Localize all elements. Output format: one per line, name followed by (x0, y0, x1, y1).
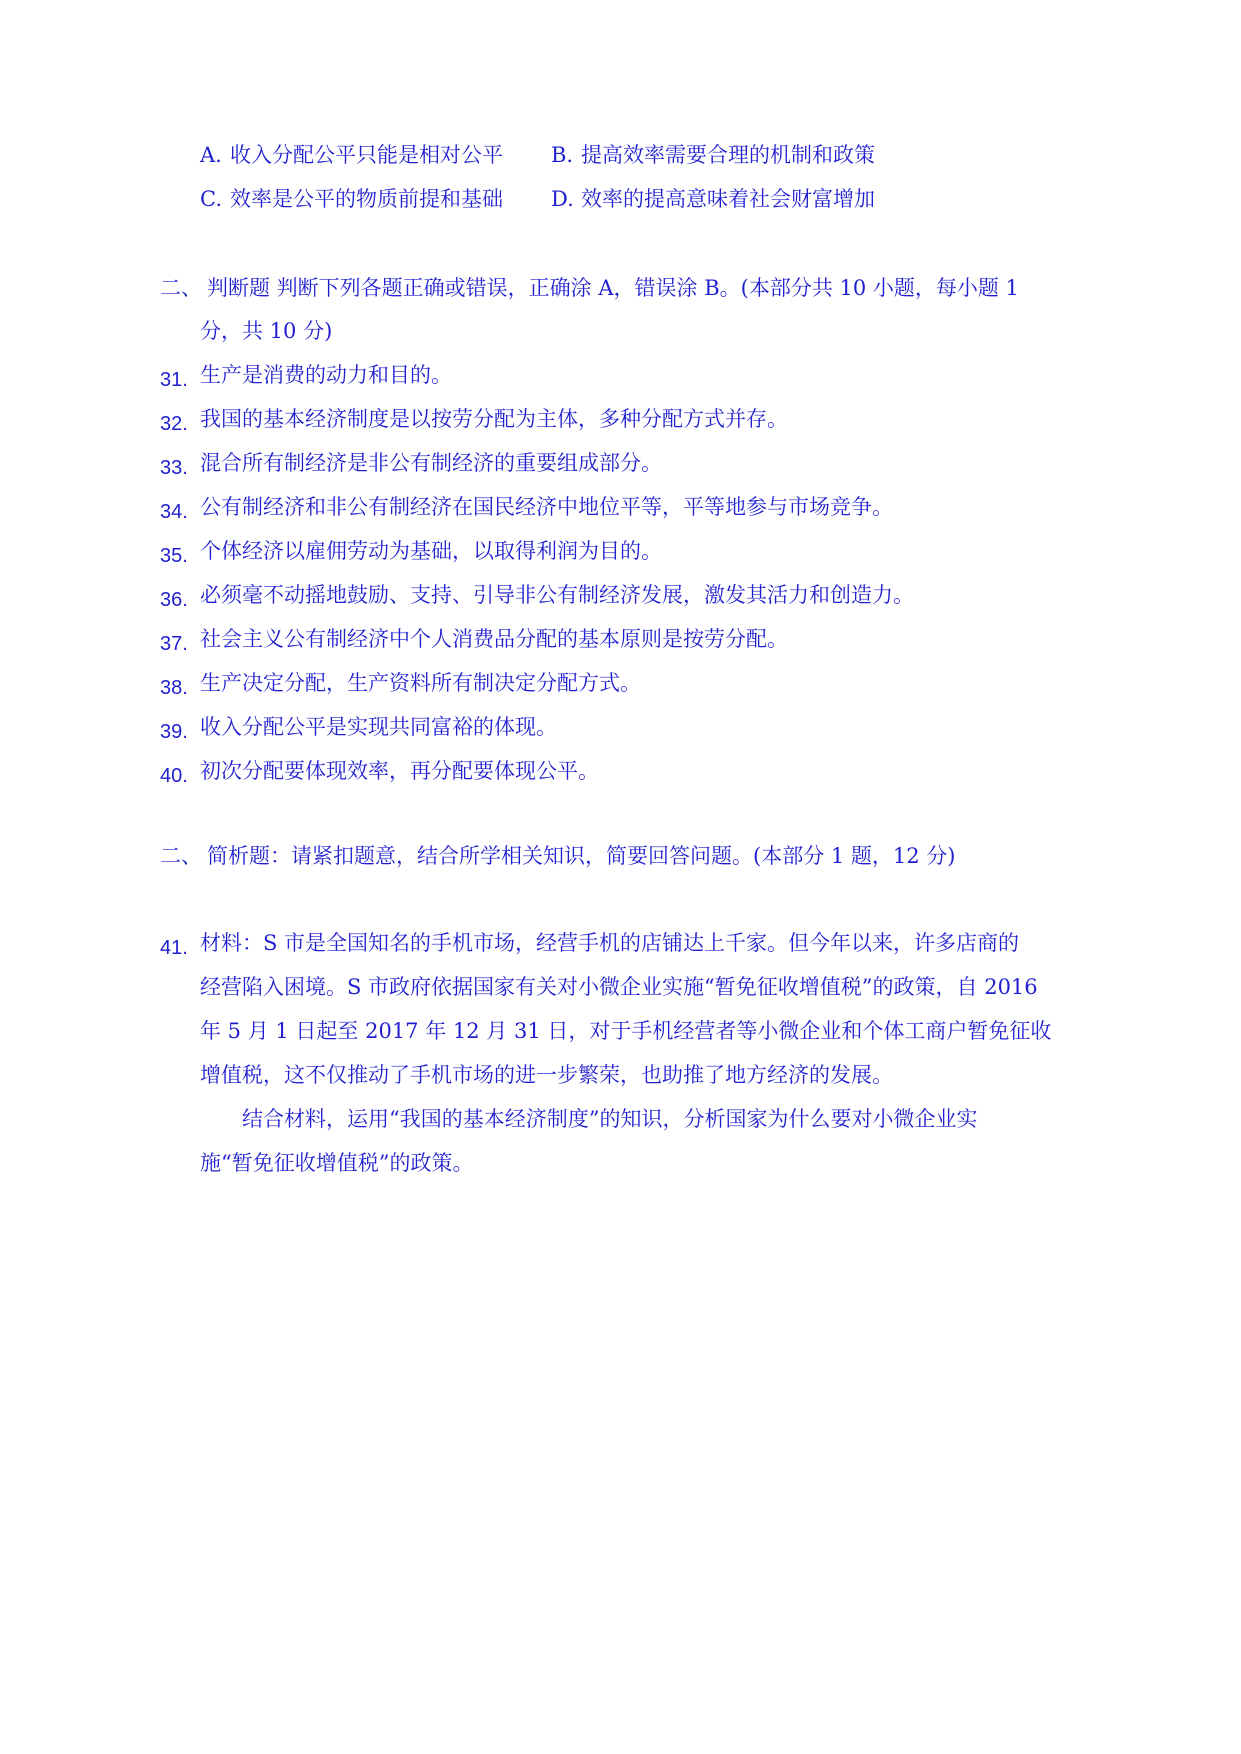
section-judge-marker: 二、 (160, 276, 202, 300)
section-brief-heading: 简析题：请紧扣题意，结合所学相关知识，简要回答问题。(本部分 1 题，12 分) (207, 844, 956, 868)
material-line: 材料：S 市是全国知名的手机市场，经营手机的店铺达上千家。但今年以来，许多店商的 (200, 931, 1020, 955)
section-brief-marker: 二、 (160, 844, 202, 868)
option-text: 效率的提高意味着社会财富增加 (581, 187, 875, 211)
option-text: 提高效率需要合理的机制和政策 (581, 143, 875, 167)
option-letter: D. (551, 187, 574, 211)
item-number: 35. (160, 545, 188, 567)
item-number: 38. (160, 677, 188, 699)
item-text: 公有制经济和非公有制经济在国民经济中地位平等，平等地参与市场竞争。 (200, 495, 893, 519)
item-text: 初次分配要体现效率，再分配要体现公平。 (200, 759, 599, 783)
item-text: 社会主义公有制经济中个人消费品分配的基本原则是按劳分配。 (200, 627, 788, 651)
item-number: 37. (160, 633, 188, 655)
item-text: 混合所有制经济是非公有制经济的重要组成部分。 (200, 451, 662, 475)
material-line: 经营陷入困境。S 市政府依据国家有关对小微企业实施“暂免征收增值税”的政策，自 2016 (200, 975, 1038, 999)
material-line: 增值税，这不仅推动了手机市场的进一步繁荣，也助推了地方经济的发展。 (200, 1063, 893, 1087)
option-b (551, 141, 875, 169)
section-judge-heading-cont: 分，共 10 分) (200, 319, 333, 343)
item-text: 必须毫不动摇地鼓励、支持、引导非公有制经济发展，激发其活力和创造力。 (200, 583, 914, 607)
item-text: 个体经济以雇佣劳动为基础，以取得利润为目的。 (200, 539, 662, 563)
option-letter: B. (551, 143, 574, 167)
item-text: 收入分配公平是实现共同富裕的体现。 (200, 715, 557, 739)
item-number: 32. (160, 413, 188, 435)
item-number: 40. (160, 765, 188, 787)
item-number: 34. (160, 501, 188, 523)
item-number: 33. (160, 457, 188, 479)
question-number: 41. (160, 937, 188, 959)
option-d (551, 185, 875, 213)
option-letter: C. (200, 187, 222, 211)
question-prompt-cont: 施“暂免征收增值税”的政策。 (200, 1151, 474, 1175)
item-number: 39. (160, 721, 188, 743)
option-text: 效率是公平的物质前提和基础 (230, 187, 503, 211)
item-text: 生产决定分配，生产资料所有制决定分配方式。 (200, 671, 641, 695)
option-a (200, 141, 503, 169)
item-text: 我国的基本经济制度是以按劳分配为主体，多种分配方式并存。 (200, 407, 788, 431)
section-judge-heading: 判断题 判断下列各题正确或错误，正确涂 A，错误涂 B。(本部分共 10 小题，每小题 1 (207, 276, 1019, 300)
material-line: 年 5 月 1 日起至 2017 年 12 月 31 日，对于手机经营者等小微企业和个体工商户暂免征收 (200, 1019, 1052, 1043)
option-c (200, 185, 503, 213)
item-text: 生产是消费的动力和目的。 (200, 363, 452, 387)
item-number: 31. (160, 369, 188, 391)
option-letter: A. (200, 143, 222, 167)
option-text: 收入分配公平只能是相对公平 (230, 143, 503, 167)
item-number: 36. (160, 589, 188, 611)
question-prompt: 结合材料，运用“我国的基本经济制度”的知识，分析国家为什么要对小微企业实 (242, 1107, 978, 1131)
